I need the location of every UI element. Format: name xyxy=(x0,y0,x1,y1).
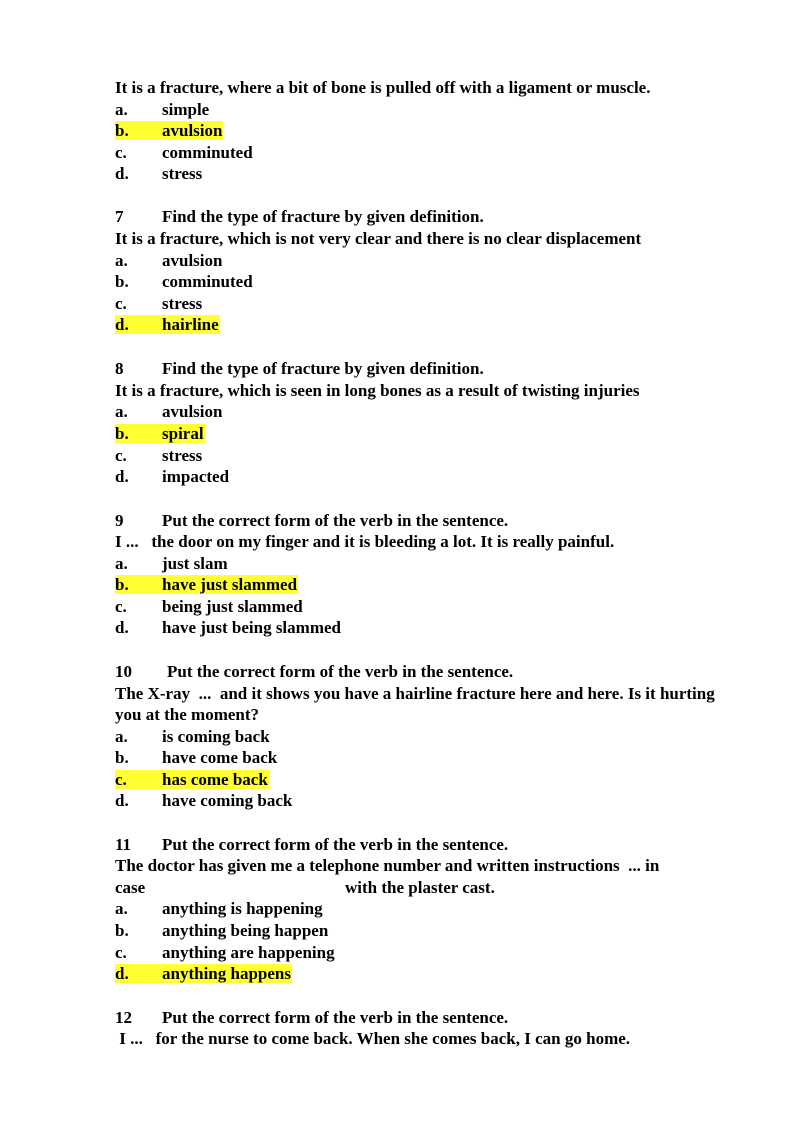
question-instruction: Put the correct form of the verb in the sentence. xyxy=(167,662,514,681)
option-letter: b. xyxy=(115,748,129,767)
option-text: stress xyxy=(162,294,203,313)
option-text: have just slammed xyxy=(162,575,298,594)
question-prompt: It is a fracture, which is seen in long bones as a result of twisting injuries xyxy=(115,381,640,400)
option-text: anything are happening xyxy=(162,943,335,962)
option-a xyxy=(115,250,222,271)
question-instruction: Find the type of fracture by given definition. xyxy=(162,207,484,226)
option-letter: a. xyxy=(115,554,128,573)
question-prompt: It is a fracture, which is not very clear and there is no clear displacement xyxy=(115,229,642,248)
option-letter: d. xyxy=(115,467,129,486)
option-text: spiral xyxy=(162,424,204,443)
option-a xyxy=(115,726,270,747)
question-prompt: The X-ray ... and it shows you have a hairline fracture here and here. Is it hurting you at the moment? xyxy=(115,684,719,724)
option-text: just slam xyxy=(162,554,228,573)
option-letter: b. xyxy=(115,921,129,940)
option-text: anything being happen xyxy=(162,921,329,940)
option-c-answer xyxy=(115,769,269,790)
question-number: 8 xyxy=(115,359,124,378)
answer-highlight xyxy=(115,315,220,334)
option-d xyxy=(115,466,229,487)
prompt-segment: case xyxy=(115,878,146,897)
option-text: is coming back xyxy=(162,727,270,746)
option-c xyxy=(115,142,253,163)
option-text: comminuted xyxy=(162,143,253,162)
option-letter: c. xyxy=(115,943,127,962)
option-text: anything is happening xyxy=(162,899,323,918)
option-d xyxy=(115,617,341,638)
option-letter: a. xyxy=(115,402,128,421)
option-letter: d. xyxy=(115,164,129,183)
option-c xyxy=(115,596,303,617)
option-d-answer xyxy=(115,963,292,984)
option-a xyxy=(115,99,209,120)
option-letter: c. xyxy=(115,597,127,616)
question-prompt: I ... for the nurse to come back. When she comes back, I can go home. xyxy=(115,1029,631,1048)
question-12-heading xyxy=(115,1007,508,1028)
option-d xyxy=(115,790,292,811)
option-b xyxy=(115,271,253,292)
option-letter: b. xyxy=(115,272,129,291)
option-text: have coming back xyxy=(162,791,293,810)
question-prompt: The doctor has given me a telephone number and written instructions ... in xyxy=(115,856,660,875)
option-text: stress xyxy=(162,446,203,465)
option-a xyxy=(115,898,323,919)
option-letter: c. xyxy=(115,143,127,162)
question-8-heading xyxy=(115,358,484,379)
option-text: impacted xyxy=(162,467,230,486)
question-7-heading xyxy=(115,206,484,227)
question-number: 7 xyxy=(115,207,124,226)
question-prompt: I ... the door on my finger and it is bleeding a lot. It is really painful. xyxy=(115,532,615,551)
option-text: comminuted xyxy=(162,272,253,291)
option-text: have just being slammed xyxy=(162,618,341,637)
option-text: anything happens xyxy=(162,964,291,983)
question-11-heading xyxy=(115,834,508,855)
option-letter: d. xyxy=(115,618,129,637)
option-text: avulsion xyxy=(162,121,223,140)
option-text: stress xyxy=(162,164,203,183)
answer-highlight xyxy=(115,575,298,594)
option-letter: b. xyxy=(115,424,129,443)
question-instruction: Put the correct form of the verb in the sentence. xyxy=(162,1008,509,1027)
question-number: 10 xyxy=(115,662,132,681)
option-letter: c. xyxy=(115,446,127,465)
answer-highlight xyxy=(115,424,205,443)
question-9-heading xyxy=(115,510,508,531)
option-letter: d. xyxy=(115,315,129,334)
option-b-answer xyxy=(115,574,298,595)
question-instruction: Find the type of fracture by given definition. xyxy=(162,359,484,378)
question-number: 9 xyxy=(115,511,124,530)
option-c xyxy=(115,293,202,314)
answer-highlight xyxy=(115,770,269,789)
option-letter: a. xyxy=(115,899,128,918)
option-letter: a. xyxy=(115,251,128,270)
option-a xyxy=(115,553,228,574)
question-number: 11 xyxy=(115,835,132,854)
option-letter: c. xyxy=(115,770,127,789)
option-text: avulsion xyxy=(162,402,223,421)
option-text: have come back xyxy=(162,748,278,767)
question-number: 12 xyxy=(115,1008,132,1027)
option-text: avulsion xyxy=(162,251,223,270)
question-prompt: It is a fracture, where a bit of bone is pulled off with a ligament or muscle. xyxy=(115,78,651,97)
option-a xyxy=(115,401,222,422)
option-letter: b. xyxy=(115,575,129,594)
option-b-answer xyxy=(115,120,223,141)
option-letter: a. xyxy=(115,727,128,746)
option-letter: a. xyxy=(115,100,128,119)
option-text: hairline xyxy=(162,315,219,334)
option-c xyxy=(115,942,335,963)
option-b xyxy=(115,920,328,941)
prompt-segment: with the plaster cast. xyxy=(345,878,495,897)
question-prompt-continued xyxy=(115,877,495,898)
option-c xyxy=(115,445,202,466)
answer-highlight xyxy=(115,121,223,140)
answer-highlight xyxy=(115,964,292,983)
option-text: being just slammed xyxy=(162,597,303,616)
option-b xyxy=(115,747,277,768)
option-b-answer xyxy=(115,423,205,444)
option-text: simple xyxy=(162,100,210,119)
question-instruction: Put the correct form of the verb in the sentence. xyxy=(162,835,509,854)
option-letter: c. xyxy=(115,294,127,313)
question-instruction: Put the correct form of the verb in the sentence. xyxy=(162,511,509,530)
option-letter: d. xyxy=(115,791,129,810)
option-d-answer xyxy=(115,314,220,335)
option-d xyxy=(115,163,202,184)
option-letter: d. xyxy=(115,964,129,983)
option-text: has come back xyxy=(162,770,268,789)
question-10-heading xyxy=(115,661,513,682)
option-letter: b. xyxy=(115,121,129,140)
